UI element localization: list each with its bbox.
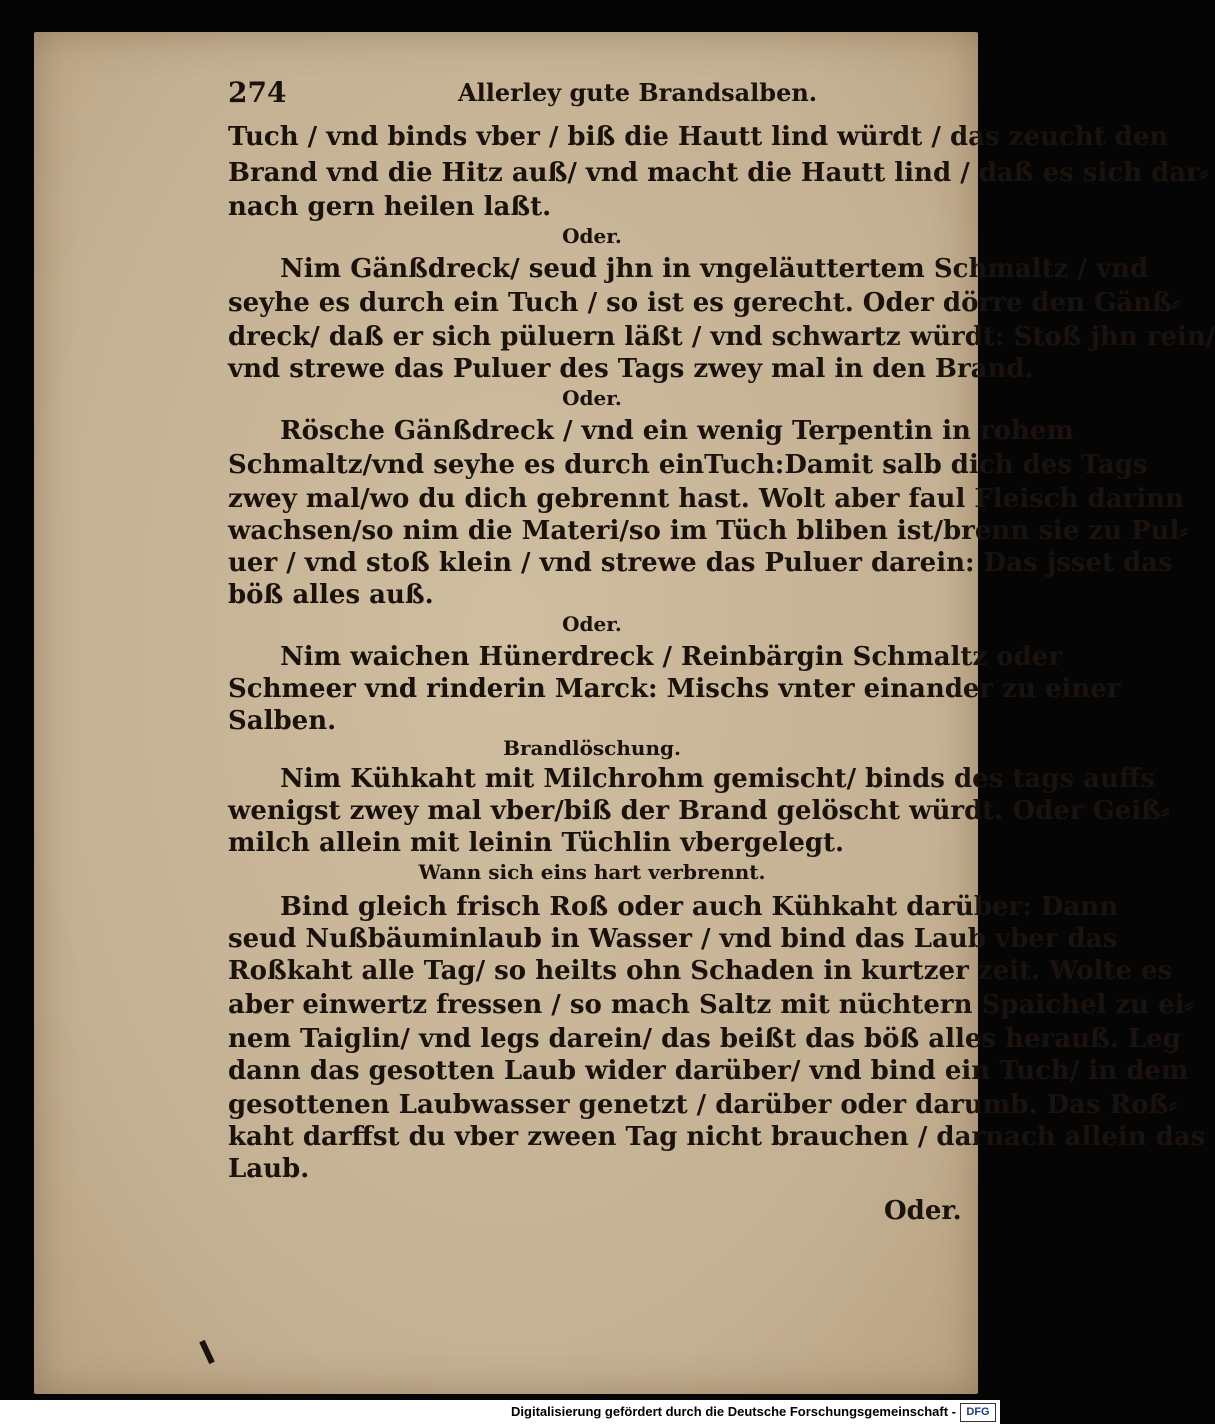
running-head: Allerley gute Brandsalben. [458, 78, 818, 107]
text-line: milch allein mit leinin Tüchlin vbergelegt. [228, 828, 845, 858]
text-line: nem Taiglin/ vnd legs darein/ das beißt das böß alles herauß. Leg [228, 1024, 1181, 1054]
text-line: dreck/ daß er sich püluern läßt / vnd schwartz würdt: Stoß jhn rein/ [228, 322, 1215, 352]
text-line: Nim Kühkaht mit Milchrohm gemischt/ binds des tags auffs [280, 764, 1155, 794]
text-line: Brand vnd die Hitz auß/ vnd macht die Hautt lind / daß es sich dar⸗ [228, 158, 1209, 188]
text-line: seyhe es durch ein Tuch / so ist es gerecht. Oder dörre den Gänß⸗ [228, 288, 1181, 318]
text-line: Roßkaht alle Tag/ so heilts ohn Schaden in kurtzer zeit. Wolte es [228, 956, 1173, 986]
text-line: Salben. [228, 706, 337, 736]
section-heading: Wann sich eins hart verbrennt. [418, 860, 766, 884]
text-line: seud Nußbäuminlaub in Wasser / vnd bind das Laub vber das [228, 924, 1118, 954]
text-line: Tuch / vnd binds vber / biß die Hautt lind würdt / das zeucht den [228, 122, 1169, 152]
text-line: Rösche Gänßdreck / vnd ein wenig Terpentin in rohem [280, 416, 1074, 446]
text-line: Nim Gänßdreck/ seud jhn in vngeläuttertem Schmaltz / vnd [280, 254, 1149, 284]
section-heading: Oder. [562, 612, 622, 636]
text-line: gesottenen Laubwasser genetzt / darüber oder darumb. Das Roß⸗ [228, 1090, 1177, 1120]
text-line: wenigst zwey mal vber/biß der Brand gelöscht würdt. Oder Geiß⸗ [228, 796, 1170, 826]
text-line: nach gern heilen laßt. [228, 192, 552, 222]
text-line: Laub. [228, 1154, 310, 1184]
text-line: Schmaltz/vnd seyhe es durch einTuch:Damit salb dich des Tags [228, 450, 1148, 480]
page-number: 274 [228, 76, 287, 109]
text-line: böß alles auß. [228, 580, 434, 610]
funding-note: Digitalisierung gefördert durch die Deutsche Forschungsgemeinschaft - [511, 1404, 956, 1419]
text-line: zwey mal/wo du dich gebrennt hast. Wolt aber faul Fleisch darinn [228, 484, 1184, 514]
text-line: vnd strewe das Puluer des Tags zwey mal in den Brand. [228, 354, 1034, 384]
text-line: Schmeer vnd rinderin Marck: Mischs vnter einander zu einer [228, 674, 1121, 704]
text-line: Nim waichen Hünerdreck / Reinbärgin Schmaltz oder [280, 642, 1063, 672]
section-heading: Brandlöschung. [503, 736, 681, 760]
section-heading: Oder. [562, 386, 622, 410]
text-line: dann das gesotten Laub wider darüber/ vnd bind ein Tuch/ in dem [228, 1056, 1189, 1086]
text-line: Bind gleich frisch Roß oder auch Kühkaht darüber: Dann [280, 892, 1119, 922]
text-line: kaht darffst du vber zween Tag nicht brauchen / darnach allein das [228, 1122, 1206, 1152]
text-line: wachsen/so nim die Materi/so im Tüch bliben ist/brenn sie zu Pul⸗ [228, 516, 1189, 546]
dfg-logo: DFG [960, 1403, 996, 1422]
text-line: aber einwertz fressen / so mach Saltz mit nüchtern Spaichel zu ei⸗ [228, 990, 1194, 1020]
footer-bar [0, 1400, 1000, 1424]
section-heading: Oder. [562, 224, 622, 248]
catchword: Oder. [884, 1196, 962, 1226]
text-line: uer / vnd stoß klein / vnd strewe das Puluer darein: Das jsset das [228, 548, 1173, 578]
